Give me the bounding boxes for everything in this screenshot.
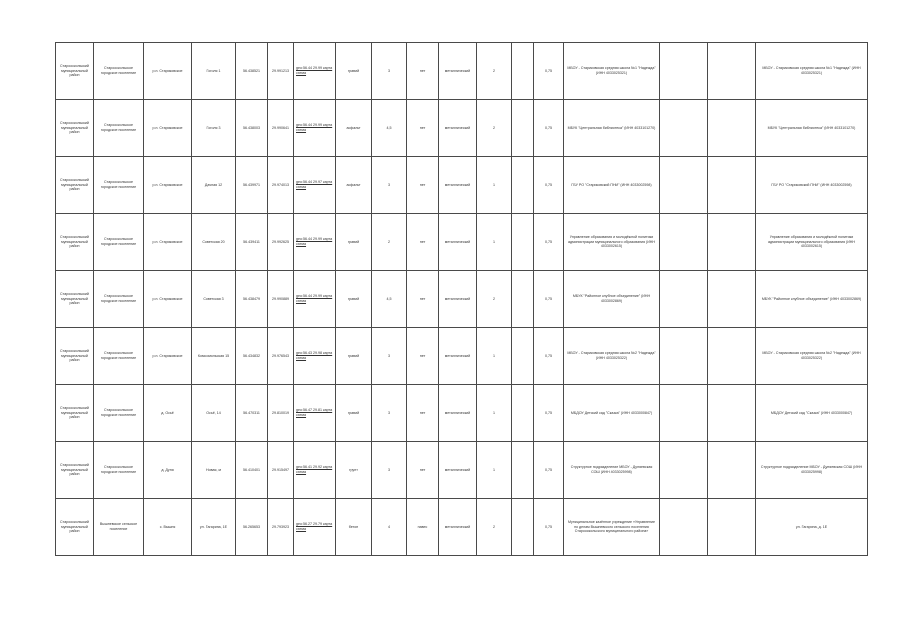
cover-cell: нет	[407, 100, 439, 157]
latitude-cell: 56.439971	[236, 157, 268, 214]
coordinates-link	[294, 43, 336, 100]
latitude-cell: 56.265653	[236, 499, 268, 556]
source-cell: Управление образования и молодёжной политики администрации муниципального образования (ИНН 4033002615)	[756, 214, 868, 271]
latitude-cell: 56.470311	[236, 385, 268, 442]
locality-cell: р.п. Стариковское	[144, 214, 192, 271]
cover-cell: нет	[407, 385, 439, 442]
empty-cell	[708, 442, 756, 499]
district-cell: Старооскольский муниципальный район	[56, 499, 94, 556]
longitude-cell: 29.915497	[268, 442, 294, 499]
settlement-cell: Старооскольское городское поселение	[94, 442, 144, 499]
container-count-cell: 2	[477, 100, 512, 157]
empty-cell	[512, 328, 534, 385]
spreadsheet-page	[55, 42, 867, 556]
volume-cell: 0,75	[534, 157, 564, 214]
locality-cell: р.п. Стариковское	[144, 43, 192, 100]
empty-cell	[660, 328, 708, 385]
district-cell: Старооскольский муниципальный район	[56, 385, 94, 442]
locality-cell: р.п. Стариковское	[144, 271, 192, 328]
empty-cell	[708, 271, 756, 328]
empty-cell	[512, 442, 534, 499]
locality-cell: р.п. Стариковское	[144, 157, 192, 214]
source-cell: ул. Гагарина, д. 1Е	[756, 499, 868, 556]
container-count-cell: 1	[477, 442, 512, 499]
cover-cell: нет	[407, 43, 439, 100]
empty-cell	[512, 271, 534, 328]
coordinates-link	[294, 100, 336, 157]
longitude-cell: 29.974013	[268, 157, 294, 214]
registry-table	[55, 42, 868, 556]
street-cell: Комсомольская 15	[192, 328, 236, 385]
empty-cell	[660, 214, 708, 271]
container-count-cell: 2	[477, 271, 512, 328]
cover-cell: нет	[407, 157, 439, 214]
area-cell: 4,5	[372, 271, 407, 328]
source-cell: МБУК "Районное клубное объединение" (ИНН 4033002869)	[756, 271, 868, 328]
surface-cell: гравий	[336, 43, 372, 100]
locality-cell: д. Дуня	[144, 442, 192, 499]
volume-cell: 0,75	[534, 385, 564, 442]
latitude-cell: 56.439411	[236, 214, 268, 271]
empty-cell	[708, 328, 756, 385]
container-count-cell: 1	[477, 214, 512, 271]
area-cell: 3	[372, 442, 407, 499]
container-type-cell: металлический	[439, 271, 477, 328]
area-cell: 2	[372, 214, 407, 271]
owner-cell: Структурное подразделение МБОУ - Дуняевская СОШ (ИНН 4033025998)	[564, 442, 660, 499]
district-cell: Старооскольский муниципальный район	[56, 43, 94, 100]
district-cell: Старооскольский муниципальный район	[56, 328, 94, 385]
street-cell: Советская 20	[192, 214, 236, 271]
owner-cell: МБОУ - Стариковская средняя школа №1 "Надежда" (ИНН 4033025321)	[564, 43, 660, 100]
container-type-cell: металлический	[439, 157, 477, 214]
owner-cell: Управление образования и молодёжной политики администрации муниципального образования (ИНН 4033002615)	[564, 214, 660, 271]
coordinates-link	[294, 385, 336, 442]
surface-cell: бетон	[336, 499, 372, 556]
empty-cell	[708, 499, 756, 556]
district-cell: Старооскольский муниципальный район	[56, 214, 94, 271]
latitude-cell: 56.434832	[236, 328, 268, 385]
settlement-cell: Старооскольское городское поселение	[94, 385, 144, 442]
longitude-cell: 29.991213	[268, 43, 294, 100]
area-cell: 4,5	[372, 100, 407, 157]
coordinates-link	[294, 442, 336, 499]
street-cell: Осьё, 14	[192, 385, 236, 442]
locality-cell: р.п. Стариковское	[144, 100, 192, 157]
container-count-cell: 1	[477, 157, 512, 214]
map-link[interactable]: geo:56.27 29.79 карта схема	[296, 522, 333, 531]
empty-cell	[708, 100, 756, 157]
volume-cell: 0,75	[534, 442, 564, 499]
coordinates-link	[294, 328, 336, 385]
surface-cell: грунт	[336, 442, 372, 499]
empty-cell	[660, 157, 708, 214]
table-body	[56, 43, 868, 556]
table-row	[56, 100, 868, 157]
coordinates-link	[294, 157, 336, 214]
empty-cell	[512, 43, 534, 100]
cover-cell: нет	[407, 328, 439, 385]
map-link[interactable]: geo:56.44 29.99 карта схема	[296, 294, 333, 303]
container-type-cell: металлический	[439, 442, 477, 499]
source-cell: ГБУ РО "Стариковский ПНИ" (ИНН 4033002598)	[756, 157, 868, 214]
coordinates-link	[294, 499, 336, 556]
settlement-cell: Старооскольское городское поселение	[94, 328, 144, 385]
latitude-cell: 56.438003	[236, 100, 268, 157]
volume-cell: 0,75	[534, 328, 564, 385]
longitude-cell: 29.990889	[268, 271, 294, 328]
volume-cell: 0,75	[534, 499, 564, 556]
locality-cell: д. Осьё	[144, 385, 192, 442]
empty-cell	[660, 499, 708, 556]
longitude-cell: 29.810019	[268, 385, 294, 442]
settlement-cell: Старооскольское городское поселение	[94, 100, 144, 157]
map-link[interactable]: geo:56.44 29.99 карта схема	[296, 123, 333, 132]
source-cell: МБУК "Центральная библиотека" (ИНН 4033101270)	[756, 100, 868, 157]
container-count-cell: 1	[477, 385, 512, 442]
map-link[interactable]: geo:56.43 29.98 карта схема	[296, 351, 333, 360]
empty-cell	[708, 385, 756, 442]
empty-cell	[512, 385, 534, 442]
street-cell: Гоголя 1	[192, 43, 236, 100]
owner-cell: МБДОУ Детский сад "Сказка" (ИНН 4033000847)	[564, 385, 660, 442]
empty-cell	[660, 442, 708, 499]
district-cell: Старооскольский муниципальный район	[56, 157, 94, 214]
surface-cell: гравий	[336, 214, 372, 271]
container-type-cell: металлический	[439, 328, 477, 385]
empty-cell	[512, 100, 534, 157]
volume-cell: 0,75	[534, 271, 564, 328]
table-row	[56, 442, 868, 499]
table-row	[56, 328, 868, 385]
container-type-cell: металлический	[439, 43, 477, 100]
street-cell: ул. Гагарина, 1Е	[192, 499, 236, 556]
volume-cell: 0,75	[534, 214, 564, 271]
table-row	[56, 499, 868, 556]
street-cell: Дачная 12	[192, 157, 236, 214]
volume-cell: 0,75	[534, 100, 564, 157]
owner-cell: МБОУ - Стариковская средняя школа №2 "Надежда" (ИНН 4033025322)	[564, 328, 660, 385]
owner-cell: Муниципальное казённое учреждение «Управление по делам Вышневского сельского поселения Старооскольского муниципального района»	[564, 499, 660, 556]
coordinates-link	[294, 271, 336, 328]
owner-cell: ГБУ РО "Стариковский ПНИ" (ИНН 4033002598)	[564, 157, 660, 214]
street-cell: Новая, м	[192, 442, 236, 499]
empty-cell	[512, 499, 534, 556]
area-cell: 3	[372, 43, 407, 100]
empty-cell	[660, 271, 708, 328]
map-link[interactable]: geo:56.47 29.81 карта схема	[296, 408, 333, 417]
settlement-cell: Вышневское сельское поселение	[94, 499, 144, 556]
longitude-cell: 29.976543	[268, 328, 294, 385]
table-row	[56, 385, 868, 442]
container-type-cell: металлический	[439, 499, 477, 556]
latitude-cell: 56.410401	[236, 442, 268, 499]
latitude-cell: 56.438521	[236, 43, 268, 100]
district-cell: Старооскольский муниципальный район	[56, 271, 94, 328]
map-link[interactable]: geo:56.44 29.99 карта схема	[296, 66, 333, 75]
settlement-cell: Старооскольское городское поселение	[94, 43, 144, 100]
empty-cell	[512, 214, 534, 271]
longitude-cell: 29.992625	[268, 214, 294, 271]
cover-cell: навес	[407, 499, 439, 556]
latitude-cell: 56.438479	[236, 271, 268, 328]
area-cell: 4	[372, 499, 407, 556]
table-row	[56, 271, 868, 328]
surface-cell: гравий	[336, 385, 372, 442]
settlement-cell: Старооскольское городское поселение	[94, 271, 144, 328]
empty-cell	[660, 43, 708, 100]
longitude-cell: 29.990641	[268, 100, 294, 157]
container-type-cell: металлический	[439, 100, 477, 157]
source-cell: МБОУ - Стариковская средняя школа №2 "Надежда" (ИНН 4033025322)	[756, 328, 868, 385]
area-cell: 3	[372, 328, 407, 385]
locality-cell: р.п. Стариковское	[144, 328, 192, 385]
map-link[interactable]: geo:56.44 29.99 карта схема	[296, 237, 333, 246]
area-cell: 3	[372, 385, 407, 442]
coordinates-link	[294, 214, 336, 271]
district-cell: Старооскольский муниципальный район	[56, 442, 94, 499]
empty-cell	[512, 157, 534, 214]
map-link[interactable]: geo:56.44 29.97 карта схема	[296, 180, 333, 189]
table-row	[56, 43, 868, 100]
container-type-cell: металлический	[439, 385, 477, 442]
street-cell: Гоголя 3	[192, 100, 236, 157]
source-cell: МБДОУ Детский сад "Сказка" (ИНН 4033000847)	[756, 385, 868, 442]
settlement-cell: Старооскольское городское поселение	[94, 214, 144, 271]
district-cell: Старооскольский муниципальный район	[56, 100, 94, 157]
empty-cell	[708, 43, 756, 100]
empty-cell	[708, 214, 756, 271]
area-cell: 3	[372, 157, 407, 214]
container-count-cell: 1	[477, 328, 512, 385]
settlement-cell: Старооскольское городское поселение	[94, 157, 144, 214]
cover-cell: нет	[407, 214, 439, 271]
map-link[interactable]: geo:56.41 29.92 карта схема	[296, 465, 333, 474]
table-row	[56, 214, 868, 271]
empty-cell	[660, 100, 708, 157]
street-cell: Советская 3	[192, 271, 236, 328]
volume-cell: 0,75	[534, 43, 564, 100]
surface-cell: гравий	[336, 271, 372, 328]
empty-cell	[660, 385, 708, 442]
table-row	[56, 157, 868, 214]
container-count-cell: 2	[477, 43, 512, 100]
owner-cell: МБУК "Районное клубное объединение" (ИНН 4033002869)	[564, 271, 660, 328]
locality-cell: с. Вышня	[144, 499, 192, 556]
longitude-cell: 29.793923	[268, 499, 294, 556]
cover-cell: нет	[407, 442, 439, 499]
source-cell: МБОУ - Стариковская средняя школа №1 "Надежда" (ИНН 4033025321)	[756, 43, 868, 100]
source-cell: Структурное подразделение МБОУ - Дуняевская СОШ (ИНН 4033025998)	[756, 442, 868, 499]
surface-cell: гравий	[336, 328, 372, 385]
container-count-cell: 2	[477, 499, 512, 556]
owner-cell: МБУК "Центральная библиотека" (ИНН 4033101270)	[564, 100, 660, 157]
surface-cell: асфальт	[336, 100, 372, 157]
container-type-cell: металлический	[439, 214, 477, 271]
surface-cell: асфальт	[336, 157, 372, 214]
cover-cell: нет	[407, 271, 439, 328]
empty-cell	[708, 157, 756, 214]
